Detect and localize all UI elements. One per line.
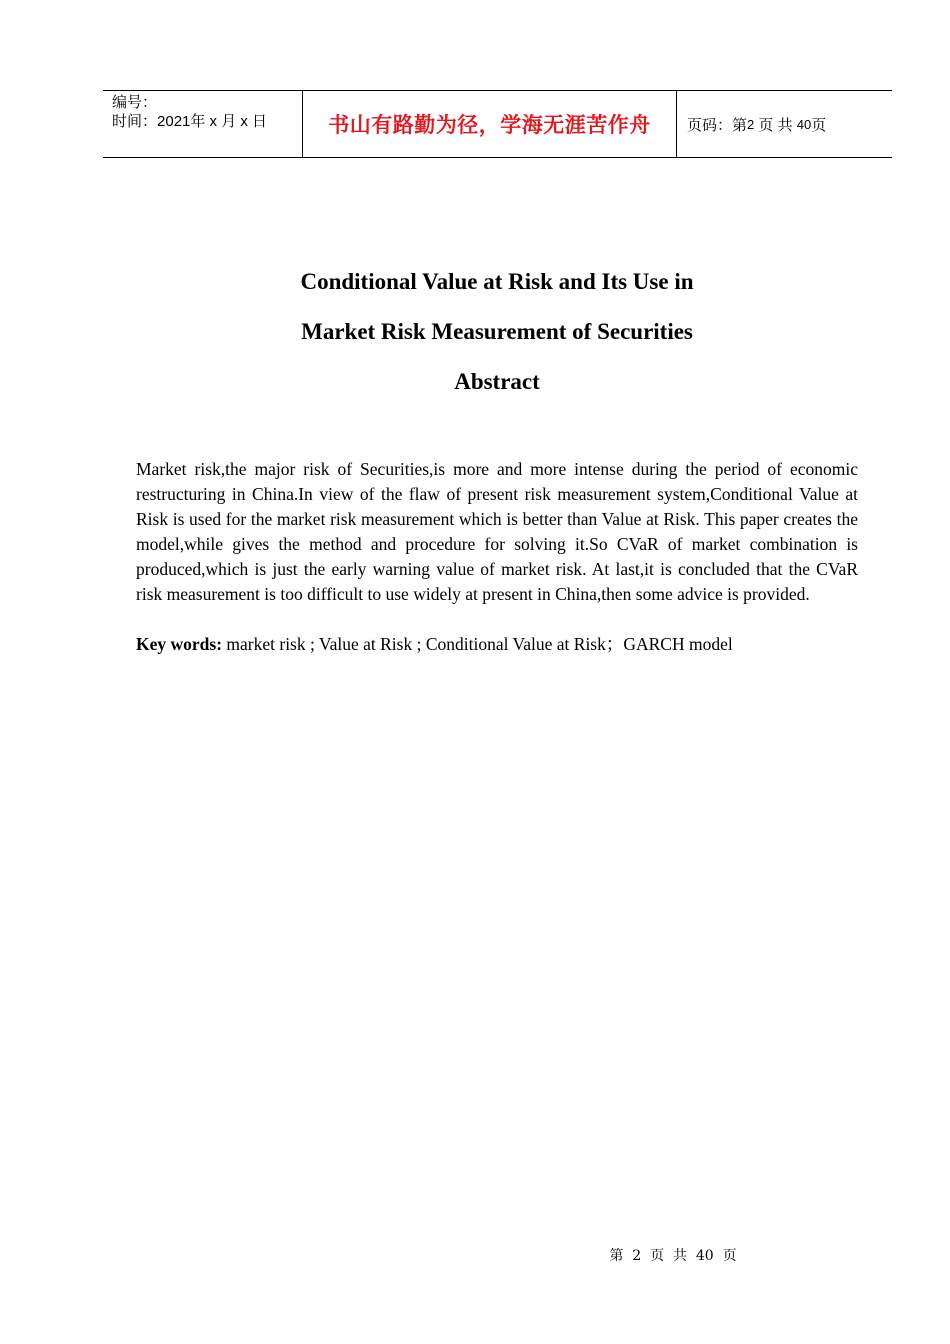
keywords-list: market risk ; Value at Risk ; Conditional Value at Risk；GARCH model xyxy=(222,634,733,654)
paper-title-line-2: Market Risk Measurement of Securities xyxy=(301,319,693,344)
page-footer: 第 2 页 共 40 页 xyxy=(609,1248,737,1264)
page-header xyxy=(103,90,892,158)
page-total: 40 xyxy=(796,116,812,132)
date-line xyxy=(112,112,302,131)
paper-title-line-1: Conditional Value at Risk and Its Use in xyxy=(300,269,694,294)
time-label: 时间： xyxy=(112,113,158,130)
page-mid: 页 共 xyxy=(758,116,793,134)
page-number: 2 xyxy=(747,116,755,132)
serial-number-label: 编号： xyxy=(112,94,158,111)
keywords-line xyxy=(136,632,858,657)
page-prefix: 页码：第 xyxy=(687,116,748,134)
page-suffix: 页 xyxy=(811,116,827,134)
abstract-body xyxy=(136,457,858,606)
abstract-heading: Abstract xyxy=(454,369,540,394)
motto-text: 书山有路勤为径，学海无涯苦作舟 xyxy=(328,114,651,137)
header-meta-cell xyxy=(103,91,303,157)
header-page-cell xyxy=(677,91,892,157)
date-rest: 年 x 月 x 日 xyxy=(190,113,268,130)
keywords-label: Key words: xyxy=(136,634,223,654)
year-value: 2021 xyxy=(157,113,191,130)
header-motto-cell xyxy=(303,91,677,157)
abstract-paragraph: Market risk,the major risk of Securities,is more and more intense during the period of economic restructuring in China.In view of the flaw of present risk measurement system,Conditional Value at Risk is used for the market risk measurement which is better than Value at Risk. This paper creates the model,while gives the method and procedure for solving it.So CVaR of market combination is produced,which is just the early warning value of market risk. At last,it is concluded that the CVaR risk measurement is too difficult to use widely at present in China,then some advice is provided. xyxy=(136,459,858,604)
